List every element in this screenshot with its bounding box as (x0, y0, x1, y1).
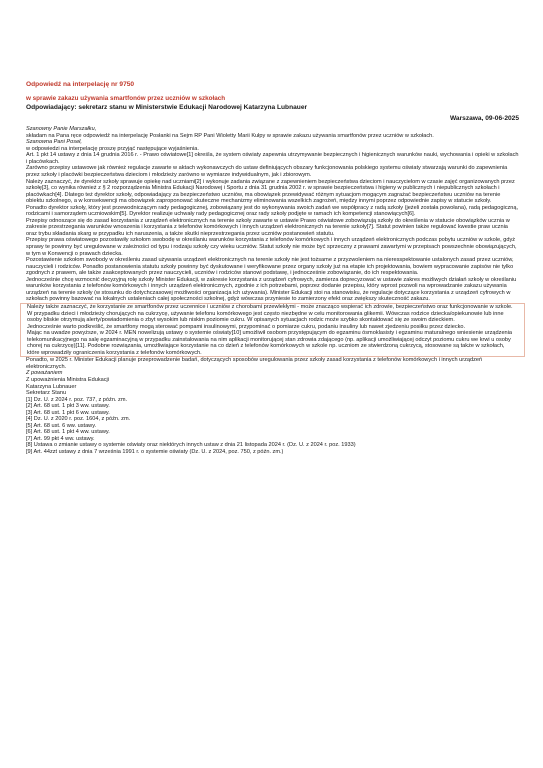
footnotes (26, 397, 519, 456)
interpellation-subject: w sprawie zakazu używania smartfonów przez uczniów w szkołach (26, 94, 226, 102)
paragraph-8: Jednocześnie chcę wzmocnić decyzyjną rolę szkoły Minister Edukacji, w zakresie korzystania z urządzeń cyfrowych, zamierza doprecyzować w ustawie zakres możliwych działań szkoły w określaniu warunków korzystania z telefonów komórkowych i innych urządzeń elektronicznych, zgodnie z ich potrzebami, poprzez dodanie przepisu, który wprost pozwoli na wprowadzanie zakazu używania urządzeń na terenie szkoły (w stosunku do dotychczasowej możliwości organizacja ich używania). Minister Edukacji stoi na stanowisku, że regulacje dotyczące korzystania z urządzeń cyfrowych w szkołach powinny bazować na lokalnych ustaleniach całej społeczności szkolnej, gdyż wówczas przyniesie to zamierzony efekt oraz zwiększy skuteczność zakazu. (26, 276, 517, 303)
footnote: [5] Art. 68 ust. 6 ww. ustawy. (26, 422, 97, 429)
signature-name: Katarzyna Lubnauer (26, 383, 77, 390)
paragraph-6: Przepisy prawa oświatowego pozostawiły szkołom swobodę w określaniu warunków korzystania z telefonów komórkowych i innych urządzeń elektronicznych podczas pobytu uczniów w szkole, gdyż sprawy te powinny być uregulowane w zależności od typu i rodzaju szkoły czy wieku uczniów. Statut szkoły nie może być sprzeczny z prawami zawartymi w przepisach powszechnie obowiązujących, w tym w Konwencji o prawach dziecka. (26, 237, 517, 257)
paragraph-4: Ponadto dyrektor szkoły, który jest przewodniczącym rady pedagogicznej, zobowiązany jest do wykonywania swoich zadań we współpracy z radą szkoły (jeżeli została powołana), radą pedagogiczną, rodzicami i samorządem uczniowskim[5]. Dyrektor realizuje uchwały rady pedagogicznej oraz rady szkoły podjęte w ramach ich kompetencji stanowiących[6]. (26, 204, 519, 218)
intro-paragraph-2: w odpowiedzi na interpelację proszę przyjąć następujące wyjaśnienia. (26, 145, 199, 152)
intro-paragraph: składam na Pana ręce odpowiedź na interpelację Posłanki na Sejm RP Pani Wioletty Marii Kułpy w sprawie zakazu używania smartfonów przez uczniów w szkołach. (26, 132, 434, 139)
highlighted-section (20, 303, 525, 357)
footnote: [7] Art. 99 pkt 4 ww. ustawy. (26, 435, 95, 442)
footnote: [6] Art. 68 ust. 1 pkt 4 ww. ustawy. (26, 429, 110, 436)
footnote: [8] Ustawa o zmianie ustawy o systemie oświaty oraz niektórych innych ustaw z dnia 21 listopada 2024 r. (Dz. U. z 2024 r. poz. 1933) (26, 442, 356, 449)
paragraph-2: Zarówno przepisy ustawowe jak również regulacje zawarte w aktach wykonawczych do ustaw definiujących obszary funkcjonowania polskiego systemu oświaty stwarzają warunki do zapewnienia przez szkoły i placówki bezpieczeństwa dzieciom i młodzieży zarówno w wymiarze indywidualnym, jak i zbiorowym. (26, 165, 508, 179)
paragraph-7: Pozostawienie szkołom swobody w określeniu zasad używania urządzeń elektronicznych na terenie szkoły nie jest tożsame z przyzwoleniem na nieresspektowanie ustalonych zasad przez uczniów, nauczycieli i rodziców. Ponadto postanowienia statutu szkoły powinny być dyskutowane i weryfikowane przez organy szkoły już na etapie ich projektowania, bowiem wypracowanie zapisów nie tylko zgodnych z prawem, ale także zaakceptowanych przez nauczycieli, uczniów i rodziców stanowi podstawę, i jednocześnie zobowiązanie, do ich respektowania. (26, 257, 514, 277)
closing: Z poważaniem (26, 370, 63, 377)
footnote: [2] Art. 68 ust. 1 pkt 3 ww. ustawy. (26, 403, 110, 410)
paragraph-10: Jednocześnie warto podkreślić, że smartfony mogą sterować pompami insulinowymi, przypominać o pomiarze cukru, podaniu insuliny lub nawet zjedzeniu posiłku przez dziecko. (27, 323, 466, 330)
footnote: [3] Art. 68 ust. 1 pkt 6 ww. ustawy. (26, 409, 110, 416)
paragraph-11: Mając na uwadze powyższe, w 2024 r. MEN nowelizują ustawy o systemie oświaty[10] umożliwił osobom przystępującym do egzaminu ósmoklasisty i egzaminu maturalnego wniesienie urządzenia telekomunikacyjnego na salę egzaminacyjną w przypadku zainstalowania na nim aplikacji monitorującej stan zdrowia zdającego (np. aplikacji umożliwiającej odczyt poziomu cukru we krwi u osoby chorej na cukrzycę)[11]. Podobne rozwiązania, umożliwiające korzystanie na co dzień z telefonów komórkowych w szkole np. uczniom ze stwierdzoną cukrzycą, stosowane są także w szkołach, które wprowadziły ograniczenia korzystania z telefonów komórkowych. (27, 330, 513, 356)
greeting-deputy: Szanowna Pani Poseł, (26, 139, 82, 146)
footnote: [1] Dz. U. z 2024 r. poz. 737, z późn. zm. (26, 396, 128, 403)
footnote: [9] Art. 44zzt ustawy z dnia 7 września 1991 r. o systemie oświaty (Dz. U. z 2024, poz. 750, z późn. zm.) (26, 448, 284, 455)
paragraph-5: Przepisy odnoszące się do zasad korzystania z urządzeń elektronicznych na terenie szkoły zawarte w ustawie Prawo oświatowe zobowiązują szkoły do określenia w statucie obowiązków ucznia w zakresie przestrzegania warunków wnoszenia i korzystania z telefonów komórkowych i innych urządzeń elektronicznych na terenie szkoły[7]. Statut powinien także regulować kwestie praw ucznia oraz trybu składania skarg w przypadku ich naruszenia, a także skutki nieprzestrzegania przez uczniów postanowień statutu. (26, 217, 510, 237)
paragraph-9: Należy także zaznaczyć, że korzystanie ze smartfonów przez uczennice i uczniów z chorobami przewlekłymi - może znacząco wspierać ich zdrowie, bezpieczeństwo oraz funkcjonowanie w szkole. W przypadku dzieci i młodzieży chorujących na cukrzycę, używanie telefonu komórkowego jest często niezbędne w celu monitorowania glikemii. Wówczas rodzice dziecka/opiekunowie lub inne osoby bliskie otrzymują alerty/powiadomienia o zbyt wysokim lub niskim poziomie cukru. W opisanych sytuacjach rodzic może szybko skontaktować się ze swoim dzieckiem. (27, 303, 513, 324)
interpellation-number: Odpowiedź na interpelację nr 9750 (26, 81, 135, 88)
signature-title: Sekretarz Stanu (26, 390, 67, 397)
signature-authorization: Z upoważnienia Ministra Edukacji (26, 376, 110, 383)
paragraph-12: Ponadto, w 2025 r. Minister Edukacji planuje przeprowadzenie badań, dotyczących sposobów uregulowania przez szkoły zasad korzystania z telefonów komórkowych i innych urządzeń elektronicznych. (26, 357, 483, 370)
respondent-line: Odpowiadający: sekretarz stanu w Ministerstwie Edukacji Narodowej Katarzyna Lubnauer (26, 104, 308, 112)
greeting-marshal: Szanowny Panie Marszałku, (26, 126, 97, 133)
paragraph-1: Art. 1 pkt 14 ustawy z dnia 14 grudnia 2016 r. - Prawo oświatowe[1] określa, że system oświaty zapewnia utrzymywanie bezpiecznych i higienicznych warunków nauki, wychowania i opieki w szkołach i placówkach. (26, 152, 519, 165)
place-date: Warszawa, 09-06-2025 (449, 114, 519, 122)
paragraph-3: Należy zaznaczyć, że dyrektor szkoły sprawuje opiekę nad uczniami[2] i wykonuje zadania związane z zapewnieniem bezpieczeństwa dzieciom i nauczycielom w czasie zajęć organizowanych przez szkołę[3], co wynika również z § 2 rozporządzenia Ministra Edukacji Narodowej i Sportu z dnia 31 grudnia 2002 r. w sprawie bezpieczeństwa i higieny w publicznych i niepublicznych szkołach i placówkach[4]. Dlatego też dyrektor szkoły, odpowiadający za bezpieczeństwo uczniów, ma obowiązek przewidywać różnym sytuacjom mogącym zagrażać bezpieczeństwu uczniów na terenie obiektu szkolnego, a w konsekwencji ma obowiązek zaproponować skuteczne mechanizmy eliminowania wszelkich zagrożeń, między innymi poprzez odpowiednie zapisy w statucie szkoły. (26, 178, 515, 205)
footnote: [4] Dz. U. z 2020 r. poz. 1604, z późn. zm. (26, 416, 131, 423)
